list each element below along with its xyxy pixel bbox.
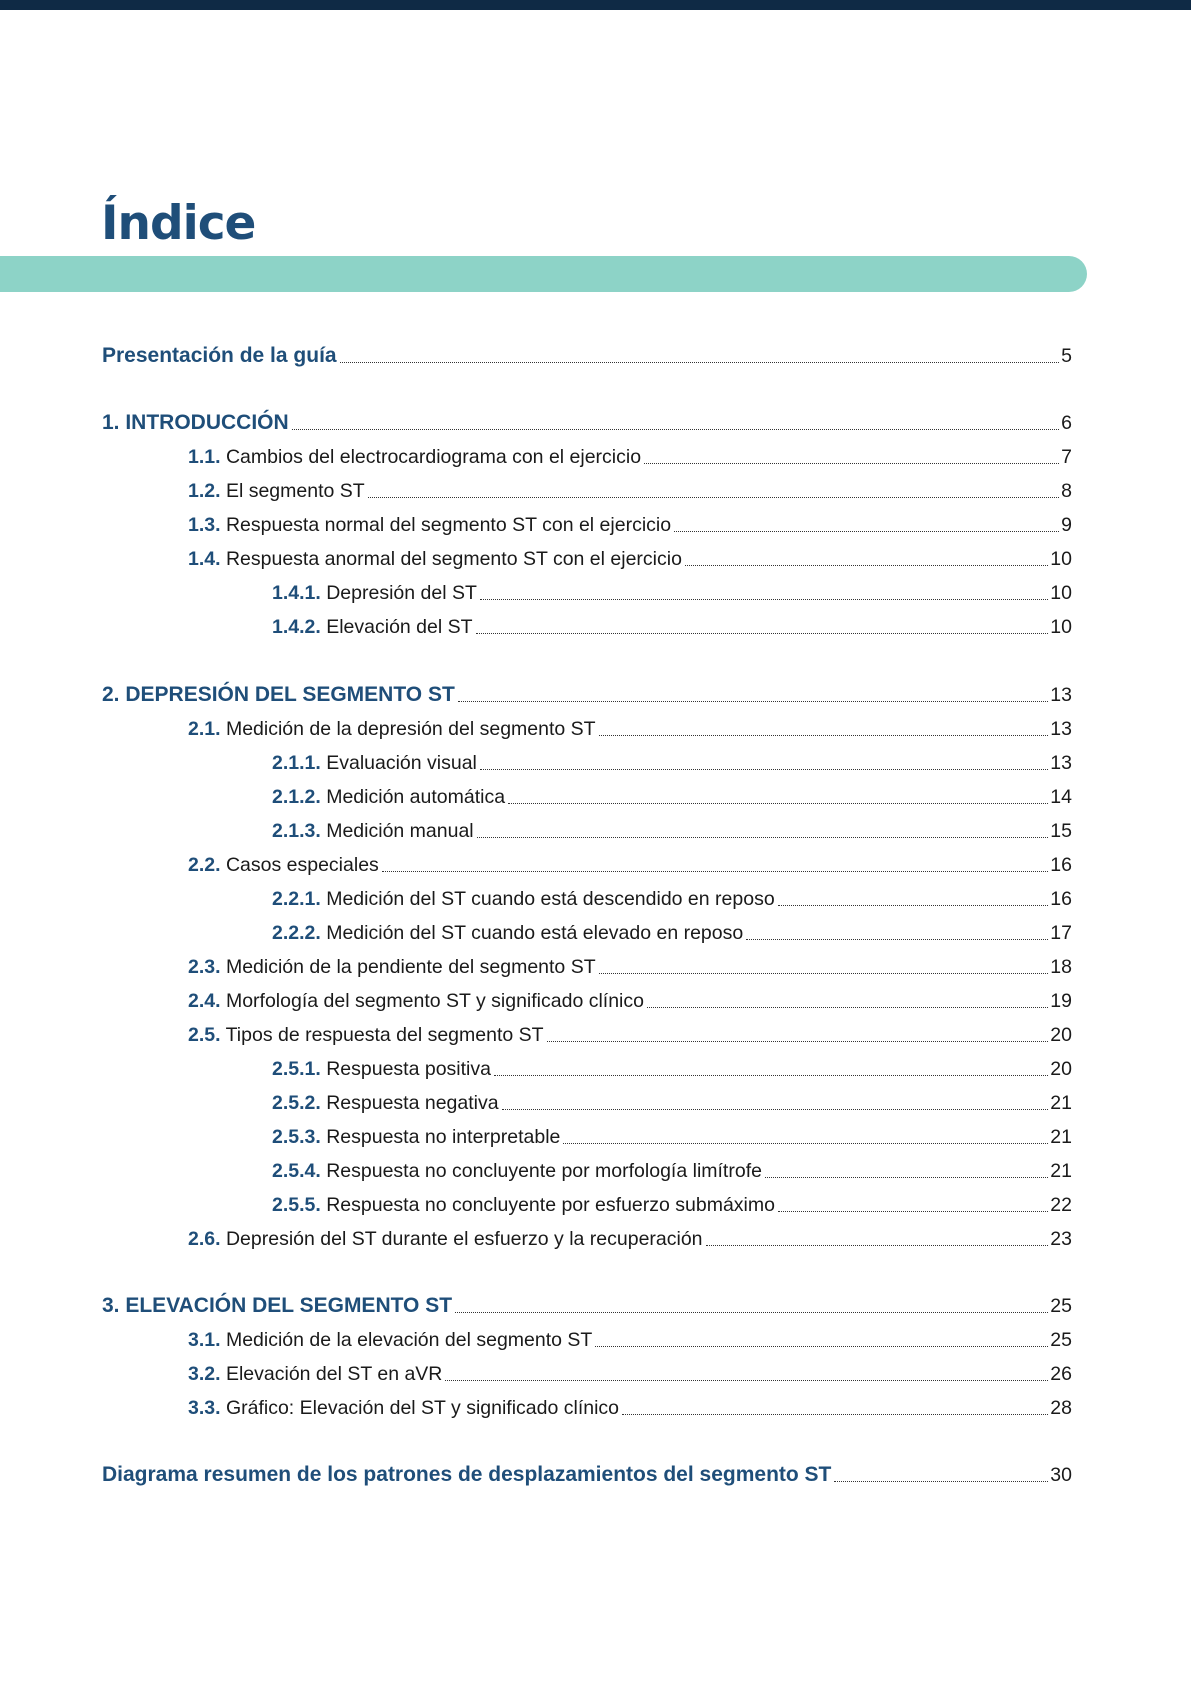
toc-title: Casos especiales [225,854,379,876]
toc-page: 25 [1050,1295,1072,1317]
dot-leader [382,870,1049,872]
toc-title: Elevación del ST en aVR [225,1363,443,1385]
toc-title: Depresión del ST [326,582,477,604]
toc-entry[interactable] [188,953,1072,979]
toc-page: 25 [1050,1329,1072,1351]
toc-page: 26 [1050,1363,1072,1385]
toc-entry[interactable] [272,885,1072,911]
toc-number: 1.4.1. [272,582,321,604]
toc-title: Respuesta no concluyente por esfuerzo submáximo [326,1194,775,1216]
toc-page: 10 [1050,548,1072,570]
toc-number: 2.3. [188,956,221,978]
toc-page: 9 [1061,514,1072,536]
toc-page: 13 [1050,752,1072,774]
toc-title: Depresión del ST durante el esfuerzo y la recuperación [225,1228,703,1250]
toc-number: 2.5.3. [272,1126,321,1148]
toc-entry[interactable] [188,443,1072,469]
toc-page: 10 [1050,616,1072,638]
dot-leader [622,1413,1048,1415]
toc-title: Diagrama resumen de los patrones de desplazamientos del segmento ST [102,1463,832,1486]
dot-leader [455,1311,1048,1313]
dot-leader [765,1176,1048,1178]
toc-entry[interactable] [272,1089,1072,1115]
toc-title: Cambios del electrocardiograma con el ejercicio [225,446,642,468]
toc-page: 5 [1061,345,1072,367]
toc-title: Medición de la depresión del segmento ST [225,718,596,740]
toc-title: 3. ELEVACIÓN DEL SEGMENTO ST [102,1294,453,1317]
toc-number: 1.4. [188,548,221,570]
toc-number: 2.5. [188,1024,221,1046]
toc-page: 21 [1050,1160,1072,1182]
toc-entry[interactable] [188,1225,1072,1251]
toc-title: Respuesta positiva [326,1058,491,1080]
dot-leader [502,1108,1049,1110]
toc-page: 22 [1050,1194,1072,1216]
toc-entry[interactable] [102,681,1072,707]
dot-leader [477,836,1049,838]
toc-entry[interactable] [188,715,1072,741]
toc-title: Respuesta anormal del segmento ST con el ejercicio [225,548,682,570]
toc-title: Medición del ST cuando está descendido en reposo [326,888,775,910]
toc-number: 2.1.3. [272,820,321,842]
toc-page: 13 [1050,718,1072,740]
toc-entry[interactable] [272,783,1072,809]
toc-page: 21 [1050,1126,1072,1148]
dot-leader [563,1142,1048,1144]
toc-title: Medición del ST cuando está elevado en reposo [326,922,744,944]
dot-leader [458,700,1049,702]
toc-entry[interactable] [102,1461,1072,1487]
dot-leader [547,1040,1049,1042]
toc-entry[interactable] [272,1157,1072,1183]
toc-title: Medición manual [326,820,474,842]
toc-page: 6 [1061,412,1072,434]
toc-entry[interactable] [188,477,1072,503]
dot-leader [445,1379,1048,1381]
toc-title: Respuesta no interpretable [326,1126,561,1148]
toc-number: 2.1.1. [272,752,321,774]
toc-number: 3.3. [188,1397,221,1419]
toc-number: 2.1.2. [272,786,321,808]
toc-number: 2.2.1. [272,888,321,910]
toc-title: Morfología del segmento ST y significado clínico [225,990,644,1012]
toc-page: 16 [1050,888,1072,910]
toc-number: 2.4. [188,990,221,1012]
dot-leader [494,1074,1048,1076]
toc-number: 2.5.4. [272,1160,321,1182]
toc-title: El segmento ST [225,480,365,502]
toc-title: Respuesta negativa [326,1092,499,1114]
toc-title: Medición de la pendiente del segmento ST [225,956,596,978]
toc-page: 20 [1050,1024,1072,1046]
dot-leader [368,496,1059,498]
dot-leader [674,530,1059,532]
toc-title: Gráfico: Elevación del ST y significado clínico [225,1397,620,1419]
toc-number: 1.4.2. [272,616,321,638]
toc-entry[interactable] [272,579,1072,605]
toc-page: 19 [1050,990,1072,1012]
toc-page: 17 [1050,922,1072,944]
toc-title: 2. DEPRESIÓN DEL SEGMENTO ST [102,683,455,706]
toc-title: Tipos de respuesta del segmento ST [225,1024,544,1046]
toc-entry[interactable] [102,1292,1072,1318]
toc-number: 1.3. [188,514,221,536]
toc-entry[interactable] [188,1326,1072,1352]
toc-page: 15 [1050,820,1072,842]
toc-entry[interactable] [272,919,1072,945]
toc-page: 10 [1050,582,1072,604]
toc-number: 2.2.2. [272,922,321,944]
dot-leader [476,632,1049,634]
dot-leader [706,1244,1049,1246]
toc-title: Presentación de la guía [102,344,337,367]
toc-title: Respuesta normal del segmento ST con el ejercicio [225,514,672,536]
dot-leader [595,1345,1048,1347]
dot-leader [647,1006,1048,1008]
toc-number: 2.6. [188,1228,221,1250]
toc-entry[interactable] [272,1191,1072,1217]
toc-number: 1.1. [188,446,221,468]
toc-number: 2.5.2. [272,1092,321,1114]
page-title: Índice [101,196,256,251]
dot-leader [644,462,1059,464]
dot-leader [340,361,1060,363]
toc-page: 16 [1050,854,1072,876]
toc-entry[interactable] [188,1360,1072,1386]
toc-entry[interactable] [272,1055,1072,1081]
toc-number: 2.2. [188,854,221,876]
toc-entry[interactable] [272,1123,1072,1149]
dot-leader [746,938,1048,940]
toc-entry[interactable] [188,851,1072,877]
toc-page: 20 [1050,1058,1072,1080]
toc-title: Medición de la elevación del segmento ST [225,1329,593,1351]
toc-page: 14 [1050,786,1072,808]
toc-page: 8 [1061,480,1072,502]
dot-leader [508,802,1048,804]
toc-page: 13 [1050,684,1072,706]
toc-title: Evaluación visual [326,752,477,774]
dot-leader [778,1210,1048,1212]
toc-number: 3.2. [188,1363,221,1385]
toc-entry[interactable] [102,409,1072,435]
toc-page: 7 [1061,446,1072,468]
dot-leader [480,598,1048,600]
toc-number: 2.5.5. [272,1194,321,1216]
dot-leader [778,904,1049,906]
toc-entry[interactable] [102,342,1072,368]
toc-entry[interactable] [272,749,1072,775]
toc-page: 21 [1050,1092,1072,1114]
toc-entry[interactable] [272,817,1072,843]
toc-number: 1.2. [188,480,221,502]
toc-number: 3.1. [188,1329,221,1351]
toc-entry[interactable] [188,511,1072,537]
dot-leader [685,564,1048,566]
toc-entry[interactable] [272,613,1072,639]
dot-leader [599,972,1049,974]
toc-title: Medición automática [326,786,506,808]
dot-leader [480,768,1048,770]
toc-page: 23 [1050,1228,1072,1250]
toc-entry[interactable] [188,1394,1072,1420]
dot-leader [292,428,1059,430]
toc-page: 30 [1050,1464,1072,1486]
toc-title: Respuesta no concluyente por morfología limítrofe [326,1160,762,1182]
toc-entry[interactable] [188,545,1072,571]
toc-page: 28 [1050,1397,1072,1419]
toc-number: 2.1. [188,718,221,740]
dot-leader [599,734,1049,736]
toc-title: Elevación del ST [326,616,473,638]
dot-leader [834,1480,1048,1482]
toc-number: 2.5.1. [272,1058,321,1080]
toc-title: 1. INTRODUCCIÓN [102,411,289,434]
toc-entry[interactable] [188,987,1072,1013]
toc-entry[interactable] [188,1021,1072,1047]
toc-page: 18 [1050,956,1072,978]
